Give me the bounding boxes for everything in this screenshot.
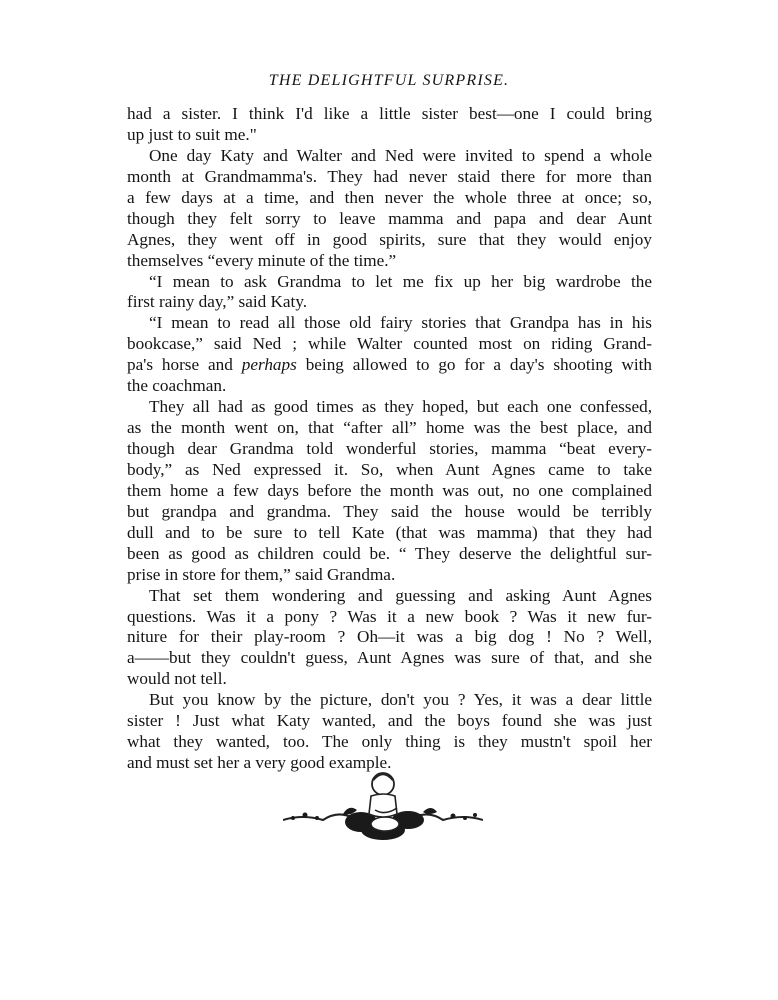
text-line: That set them wondering and guessing and asking Aunt Agnes <box>149 585 652 605</box>
text-line: had a sister. I think I'd like a little sister best—one I could bring <box>127 104 652 123</box>
text-line: but grandpa and grandma. They said the house would be terribly <box>127 501 652 521</box>
text-line: questions. Was it a pony ? Was it a new book ? Was it new fur- <box>127 606 652 626</box>
body-text <box>127 104 652 774</box>
text-line: a few days at a time, and then never the whole three at once; so, <box>127 187 652 207</box>
text-line: them home a few days before the month was out, no one complained <box>127 480 652 500</box>
text-line: But you know by the picture, don't you ? Yes, it was a dear little <box>149 690 652 710</box>
text-line: up just to suit me." <box>127 124 257 144</box>
text-line: “I mean to ask Grandma to let me fix up her big wardrobe the <box>149 271 652 291</box>
text-line: though they felt sorry to leave mamma and papa and dear Aunt <box>127 208 652 228</box>
text-line <box>127 355 652 376</box>
text-line: what they wanted, too. The only thing is they mustn't spoil her <box>127 732 652 752</box>
text-segment: being allowed to go for a day's shooting with <box>296 355 653 375</box>
text-line: They all had as good times as they hoped, but each one confessed, <box>149 397 652 417</box>
text-line: would not tell. <box>127 669 227 689</box>
running-title: THE DELIGHTFUL SURPRISE. <box>268 72 510 89</box>
text-line: niture for their play-room ? Oh—it was a big dog ! No ? Well, <box>127 627 652 647</box>
ornament-cherub-icon <box>283 770 483 842</box>
italic-word: perhaps <box>241 355 297 375</box>
text-line: month at Grandmamma's. They had never staid there for more than <box>127 166 652 186</box>
text-line: dull and to be sure to tell Kate (that was mamma) that they had <box>127 522 652 542</box>
text-line: “I mean to read all those old fairy stories that Grandpa has in his <box>149 313 652 333</box>
text-line: sister ! Just what Katy wanted, and the boys found she was just <box>127 711 652 731</box>
text-line: first rainy day,” said Katy. <box>127 292 308 312</box>
text-line: themselves “every minute of the time.” <box>127 250 397 270</box>
text-line: Agnes, they went off in good spirits, sure that they would enjoy <box>127 229 652 249</box>
text-line: One day Katy and Walter and Ned were invited to spend a whole <box>149 145 652 165</box>
text-line: as the month went on, that “after all” home was the best place, and <box>127 418 652 438</box>
text-line: though dear Grandma told wonderful stories, mamma “beat every- <box>127 439 652 458</box>
text-line: a——but they couldn't guess, Aunt Agnes was sure of that, and she <box>127 648 652 668</box>
text-line: body,” as Ned expressed it. So, when Aunt Agnes came to take <box>127 459 652 479</box>
text-line: the coachman. <box>127 376 227 396</box>
text-line: bookcase,” said Ned ; while Walter counted most on riding Grand- <box>127 334 652 354</box>
text-line: and must set her a very good example. <box>127 753 392 773</box>
text-line: prise in store for them,” said Grandma. <box>127 564 396 584</box>
text-line: been as good as children could be. “ They deserve the delightful sur- <box>127 543 652 563</box>
text-segment: pa's horse and <box>127 355 242 375</box>
